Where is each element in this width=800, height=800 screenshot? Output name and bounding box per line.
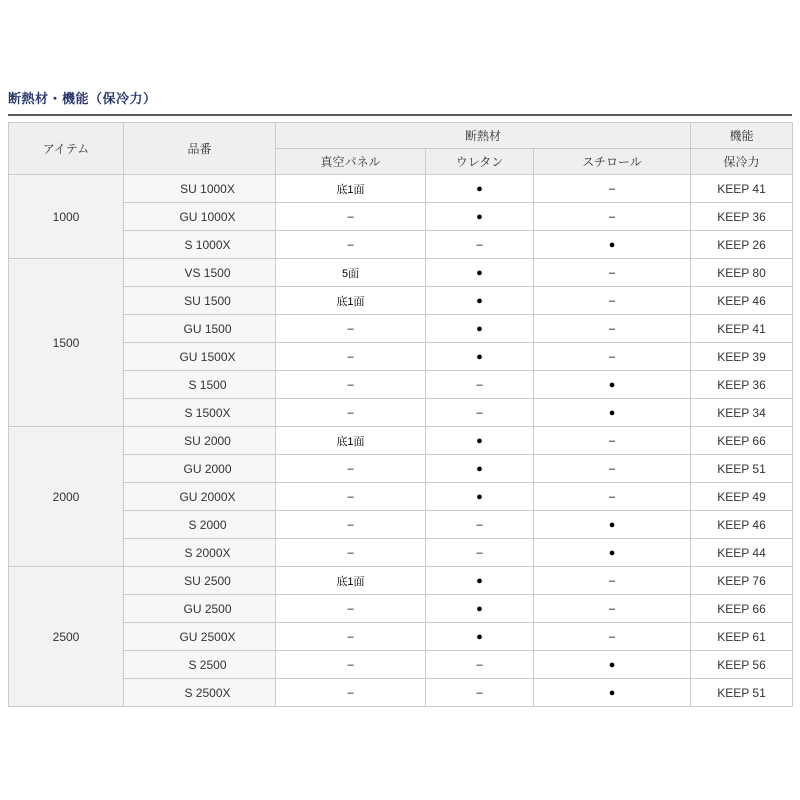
part-number-cell: SU 1000X [124,175,276,203]
item-group-cell: 1000 [9,175,124,259]
table-row [9,483,793,511]
vacuum-panel-cell: 5面 [276,259,426,287]
vacuum-panel-cell: – [276,455,426,483]
styrofoam-cell: – [534,315,691,343]
vacuum-panel-cell: – [276,399,426,427]
vacuum-panel-cell: – [276,483,426,511]
header-vacuum-panel: 真空パネル [276,149,426,175]
part-number-cell: VS 1500 [124,259,276,287]
styrofoam-cell: ● [534,399,691,427]
part-number-cell: GU 1000X [124,203,276,231]
part-number-cell: GU 2500 [124,595,276,623]
keep-rating-cell: KEEP 46 [691,287,793,315]
item-group-cell: 1500 [9,259,124,427]
styrofoam-cell: – [534,455,691,483]
urethane-cell: ● [426,343,534,371]
styrofoam-cell: ● [534,539,691,567]
styrofoam-cell: – [534,427,691,455]
part-number-cell: S 2000X [124,539,276,567]
table-row [9,287,793,315]
table-row [9,175,793,203]
keep-rating-cell: KEEP 80 [691,259,793,287]
keep-rating-cell: KEEP 56 [691,651,793,679]
header-part-number: 品番 [124,123,276,175]
part-number-cell: GU 2500X [124,623,276,651]
table-row [9,679,793,707]
keep-rating-cell: KEEP 46 [691,511,793,539]
keep-rating-cell: KEEP 44 [691,539,793,567]
vacuum-panel-cell: – [276,371,426,399]
part-number-cell: SU 2500 [124,567,276,595]
urethane-cell: ● [426,455,534,483]
vacuum-panel-cell: 底1面 [276,567,426,595]
table-row [9,259,793,287]
vacuum-panel-cell: 底1面 [276,287,426,315]
keep-rating-cell: KEEP 49 [691,483,793,511]
keep-rating-cell: KEEP 51 [691,455,793,483]
urethane-cell: ● [426,567,534,595]
table-row [9,371,793,399]
title-rule-divider [8,114,792,116]
styrofoam-cell: ● [534,679,691,707]
vacuum-panel-cell: 底1面 [276,427,426,455]
header-row-top [9,123,793,149]
part-number-cell: GU 1500 [124,315,276,343]
vacuum-panel-cell: – [276,203,426,231]
styrofoam-cell: – [534,175,691,203]
insulation-spec-table [8,122,793,707]
styrofoam-cell: – [534,287,691,315]
keep-rating-cell: KEEP 41 [691,315,793,343]
table-row [9,315,793,343]
section-title: 断熱材・機能（保冷力） [8,91,157,106]
keep-rating-cell: KEEP 61 [691,623,793,651]
vacuum-panel-cell: – [276,343,426,371]
header-item: アイテム [9,123,124,175]
table-row [9,203,793,231]
header-function: 機能 [691,123,793,149]
table-row [9,651,793,679]
urethane-cell: – [426,679,534,707]
vacuum-panel-cell: – [276,315,426,343]
keep-rating-cell: KEEP 36 [691,371,793,399]
urethane-cell: ● [426,287,534,315]
keep-rating-cell: KEEP 76 [691,567,793,595]
table-row [9,567,793,595]
urethane-cell: ● [426,595,534,623]
part-number-cell: S 2000 [124,511,276,539]
styrofoam-cell: – [534,595,691,623]
styrofoam-cell: – [534,203,691,231]
part-number-cell: S 2500X [124,679,276,707]
styrofoam-cell: – [534,623,691,651]
urethane-cell: – [426,371,534,399]
keep-rating-cell: KEEP 36 [691,203,793,231]
table-row [9,343,793,371]
urethane-cell: ● [426,483,534,511]
urethane-cell: ● [426,427,534,455]
vacuum-panel-cell: – [276,623,426,651]
table-row [9,231,793,259]
keep-rating-cell: KEEP 41 [691,175,793,203]
header-styrofoam: スチロール [534,149,691,175]
part-number-cell: S 2500 [124,651,276,679]
part-number-cell: GU 1500X [124,343,276,371]
styrofoam-cell: – [534,343,691,371]
table-row [9,427,793,455]
styrofoam-cell: ● [534,371,691,399]
header-insulation: 断熱材 [276,123,691,149]
urethane-cell: ● [426,203,534,231]
urethane-cell: – [426,399,534,427]
part-number-cell: GU 2000 [124,455,276,483]
vacuum-panel-cell: – [276,511,426,539]
vacuum-panel-cell: – [276,651,426,679]
table-row [9,511,793,539]
styrofoam-cell: ● [534,651,691,679]
urethane-cell: – [426,539,534,567]
keep-rating-cell: KEEP 66 [691,595,793,623]
header-cooling: 保冷力 [691,149,793,175]
urethane-cell: – [426,511,534,539]
vacuum-panel-cell: 底1面 [276,175,426,203]
table-row [9,595,793,623]
part-number-cell: S 1500X [124,399,276,427]
vacuum-panel-cell: – [276,231,426,259]
keep-rating-cell: KEEP 39 [691,343,793,371]
urethane-cell: ● [426,259,534,287]
header-urethane: ウレタン [426,149,534,175]
keep-rating-cell: KEEP 34 [691,399,793,427]
keep-rating-cell: KEEP 26 [691,231,793,259]
styrofoam-cell: – [534,259,691,287]
table-row [9,455,793,483]
keep-rating-cell: KEEP 66 [691,427,793,455]
styrofoam-cell: ● [534,511,691,539]
urethane-cell: ● [426,315,534,343]
item-group-cell: 2500 [9,567,124,707]
urethane-cell: ● [426,175,534,203]
urethane-cell: ● [426,623,534,651]
styrofoam-cell: – [534,483,691,511]
table-row [9,623,793,651]
part-number-cell: S 1000X [124,231,276,259]
styrofoam-cell: – [534,567,691,595]
vacuum-panel-cell: – [276,679,426,707]
vacuum-panel-cell: – [276,539,426,567]
part-number-cell: GU 2000X [124,483,276,511]
urethane-cell: – [426,231,534,259]
urethane-cell: – [426,651,534,679]
keep-rating-cell: KEEP 51 [691,679,793,707]
table-row [9,399,793,427]
table-row [9,539,793,567]
part-number-cell: SU 1500 [124,287,276,315]
part-number-cell: SU 2000 [124,427,276,455]
part-number-cell: S 1500 [124,371,276,399]
styrofoam-cell: ● [534,231,691,259]
item-group-cell: 2000 [9,427,124,567]
vacuum-panel-cell: – [276,595,426,623]
